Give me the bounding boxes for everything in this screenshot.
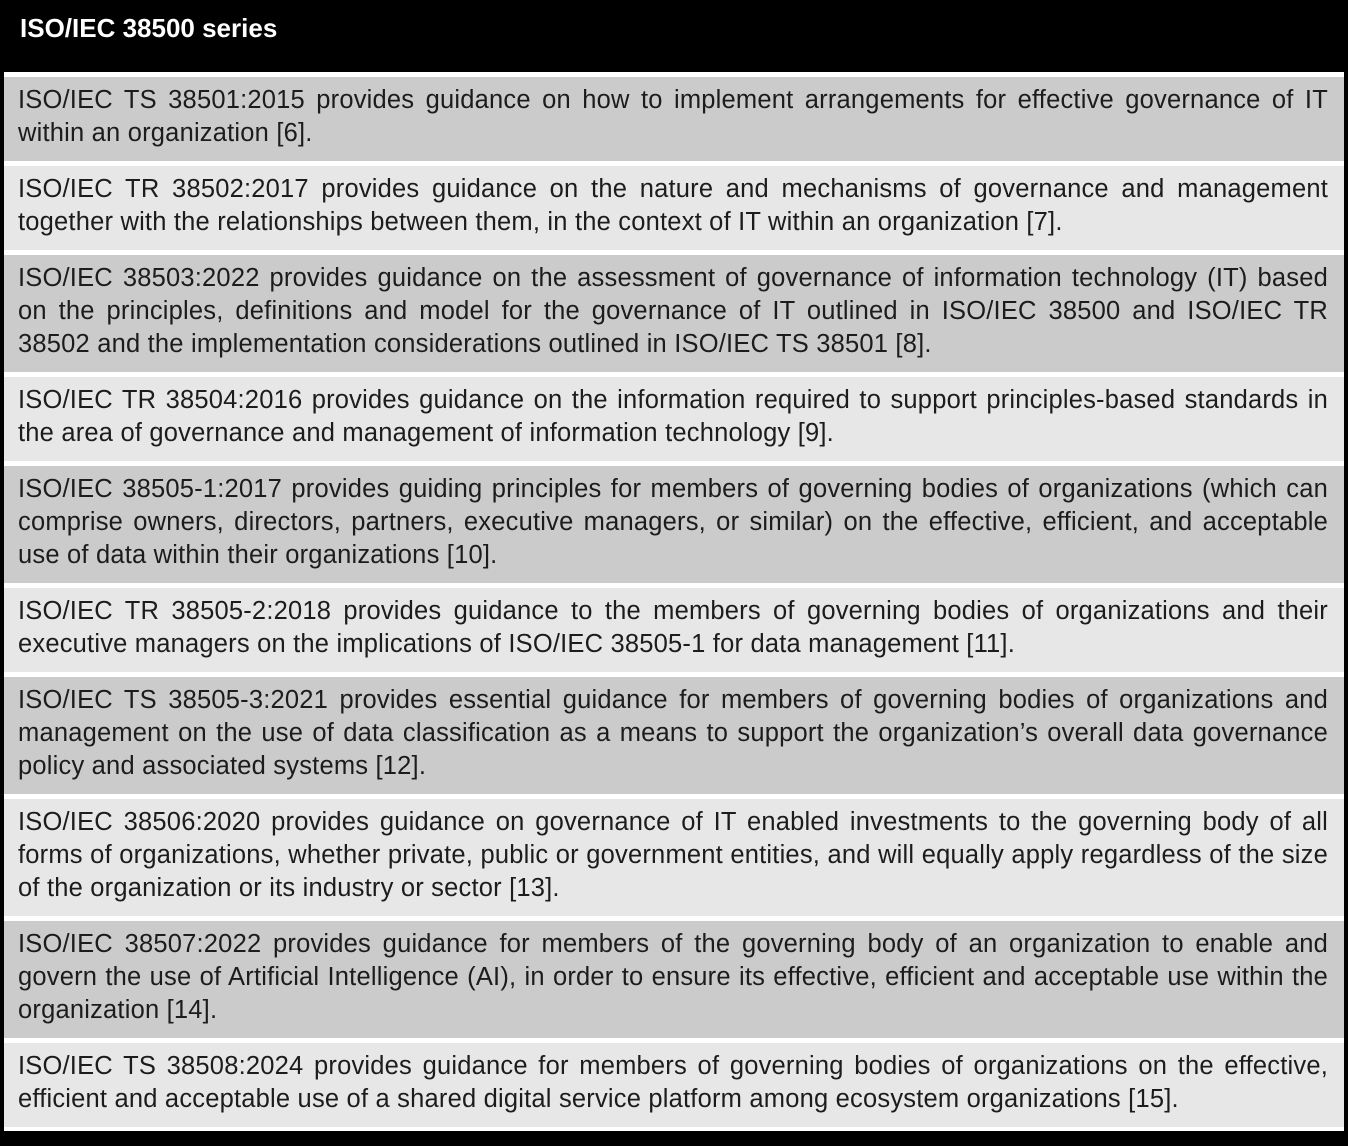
table-row-38505-3	[4, 677, 1344, 794]
table-row-38503	[4, 255, 1344, 372]
row-text: ISO/IEC TS 38505-3:2021 provides essential guidance for members of governing bodies of organizations and management on the use of data classification as a means to support the organization’s overall data governance policy and associated systems [12].	[18, 686, 1328, 780]
row-text: ISO/IEC 38506:2020 provides guidance on governance of IT enabled investments to the governing body of all forms of organizations, whether private, public or government entities, and will equally apply regardless of the size of the organization or its industry or sector [13].	[18, 808, 1328, 902]
row-text: ISO/IEC 38505-1:2017 provides guiding principles for members of governing bodies of organizations (which can comprise owners, directors, partners, executive managers, or similar) on the effective, efficient, and acceptable use of data within their organizations [10].	[18, 475, 1328, 569]
table-row-38505-1	[4, 466, 1344, 583]
table-row-38505-2	[4, 588, 1344, 672]
row-text: ISO/IEC TS 38501:2015 provides guidance on how to implement arrangements for effective governance of IT within an organization [6].	[18, 86, 1328, 147]
table-row-38508	[4, 1043, 1344, 1127]
table-row-38504	[4, 377, 1344, 461]
row-text: ISO/IEC TS 38508:2024 provides guidance for members of governing bodies of organizations on the effective, efficient and acceptable use of a shared digital service platform among ecosystem organizations [15].	[18, 1052, 1328, 1113]
row-text: ISO/IEC TR 38504:2016 provides guidance on the information required to support principles-based standards in the area of governance and management of information technology [9].	[18, 386, 1328, 447]
table-header-row	[4, 0, 1344, 72]
table-row-38502	[4, 166, 1344, 250]
row-text: ISO/IEC 38507:2022 provides guidance for members of the governing body of an organization to enable and govern the use of Artificial Intelligence (AI), in order to ensure its effective, efficient and acceptable use within the organization [14].	[18, 930, 1328, 1024]
row-text: ISO/IEC TR 38502:2017 provides guidance on the nature and mechanisms of governance and management together with the relationships between them, in the context of IT within an organization [7].	[18, 175, 1328, 236]
row-text: ISO/IEC 38503:2022 provides guidance on the assessment of governance of information technology (IT) based on the principles, definitions and model for the governance of IT outlined in ISO/IEC 38500 and ISO/IEC TR 38502 and the implementation considerations outlined in ISO/IEC TS 38501 [8].	[18, 264, 1328, 358]
row-text: ISO/IEC TR 38505-2:2018 provides guidance to the members of governing bodies of organizations and their executive managers on the implications of ISO/IEC 38505-1 for data management [11].	[18, 597, 1328, 658]
table-title: ISO/IEC 38500 series	[20, 13, 278, 43]
table-row-38507	[4, 921, 1344, 1038]
table-row-38506	[4, 799, 1344, 916]
table-row-38501	[4, 77, 1344, 161]
